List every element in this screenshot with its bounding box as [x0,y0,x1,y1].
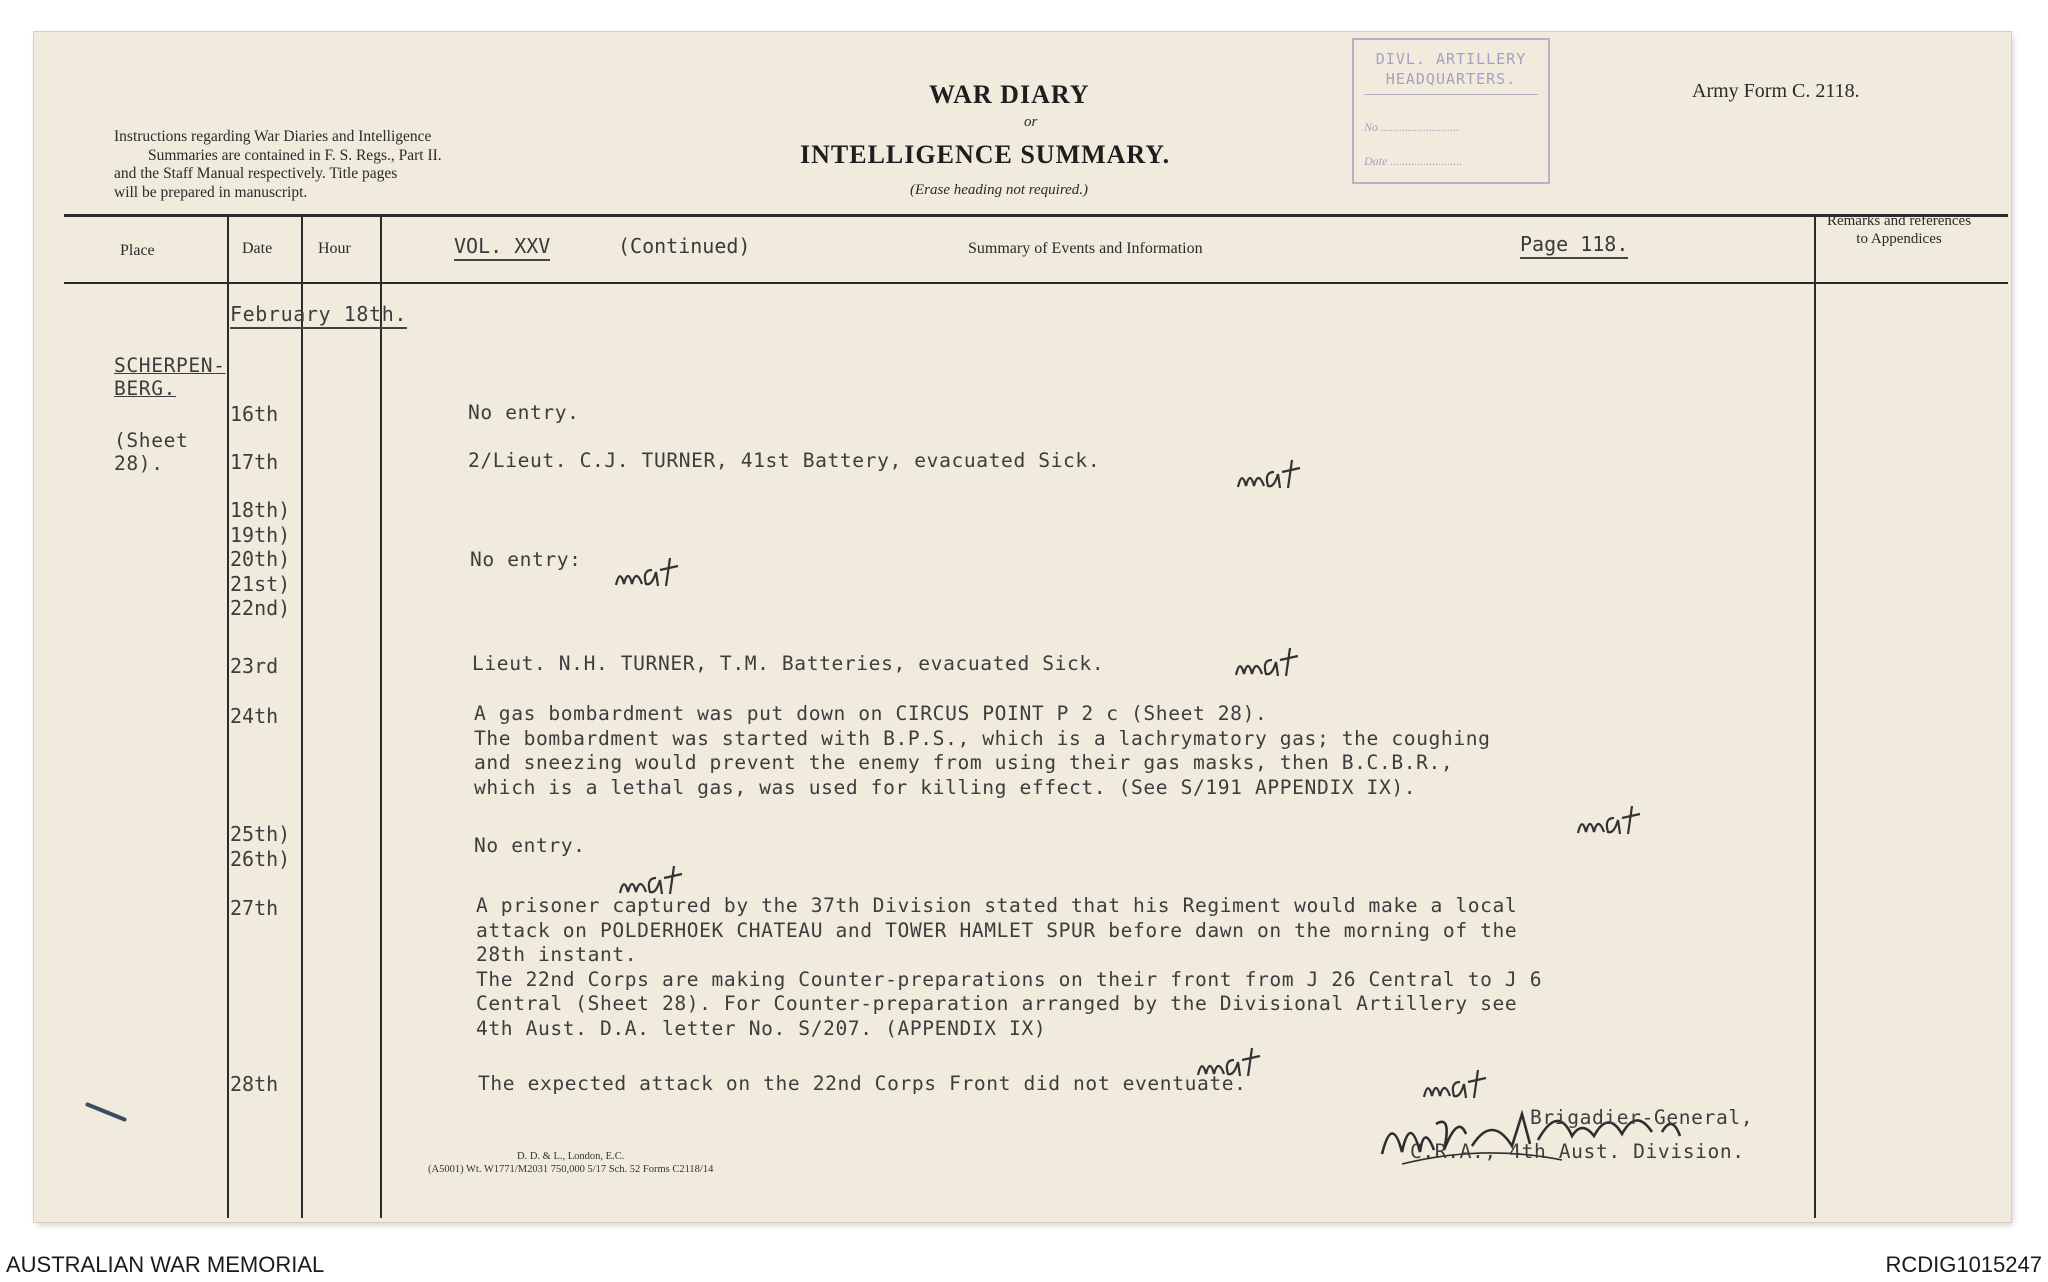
entry-27th-line: 28th instant. [476,943,638,966]
date-18th: 18th) [230,498,291,522]
column-heading-place: Place [120,242,155,259]
stamp-line-2: HEADQUARTERS. [1364,70,1538,95]
entry-18-22-text: No entry: [470,548,582,571]
initials-mark [1234,442,1344,502]
date-28th: 28th [230,1072,279,1096]
volume-continued: (Continued) [618,234,751,258]
printer-imprint [428,1150,713,1176]
date-25th: 25th) [230,822,291,846]
date-16th: 16th [230,402,279,426]
date-range-25-26 [230,822,290,871]
entry-27th-line: attack on POLDERHOEK CHATEAU and TOWER HAMLET SPUR before dawn on the morning of the [476,918,1518,942]
place-name [114,354,226,400]
initials-mark [612,540,722,600]
entry-24th-line: A gas bombardment was put down on CIRCUS POINT P 2 c (Sheet 28). [474,702,1268,725]
place-line-1: SCHERPEN- [114,354,226,377]
archive-credit: AUSTRALIAN WAR MEMORIAL [6,1252,325,1277]
entry-27th-line: 4th Aust. D.A. letter No. S/207. (APPENDIX IX) [476,1016,1047,1040]
col-divider-place-date [227,216,229,1218]
table-top-rule [64,214,2008,217]
date-26th: 26th) [230,846,291,871]
title-or: or [1024,114,1038,130]
entry-28th-text: The expected attack on the 22nd Corps Front did not eventuate. [478,1072,1247,1095]
date-27th: 27th [230,896,279,920]
initials-mark [1194,1030,1304,1090]
entry-27th-line: A prisoner captured by the 37th Division stated that his Regiment would make a local [476,894,1518,917]
column-heading-date: Date [242,240,273,257]
volume-number: VOL. XXV [454,234,550,261]
headquarters-stamp [1352,38,1550,184]
instructions-line: will be prepared in manuscript. [114,183,308,201]
place-line-3: (Sheet [114,429,189,452]
entry-24th-line: and sneezing would prevent the enemy from using their gas masks, then B.C.B.R., [474,751,1454,774]
title-intelligence-summary: INTELLIGENCE SUMMARY. [800,140,1171,169]
date-range-18-22 [230,498,290,621]
initials-mark [616,848,726,908]
entry-16th-text: No entry. [468,401,580,424]
table-header-rule [64,282,2008,284]
stamp-no-text: No [1364,120,1379,134]
initials-mark [1574,788,1684,848]
army-form-number: Army Form C. 2118. [1692,80,1860,102]
printer-line-1: D. D. & L., London, E.C. [517,1151,625,1162]
instructions-line: Instructions regarding War Diaries and Intelligence [114,128,432,145]
column-heading-summary: Summary of Events and Information [968,240,1203,257]
initials-mark [1232,630,1342,690]
war-diary-page [34,32,2011,1222]
column-heading-remarks: Remarks and references to Appendices [1826,213,1972,247]
date-23rd: 23rd [230,654,279,678]
place-line-2: BERG. [114,377,176,400]
entry-27th-text [476,894,1542,1041]
col-divider-summary-remarks [1814,216,1816,1218]
record-id: RCDIG1015247 [1885,1252,2042,1277]
entry-24th-line: which is a lethal gas, was used for killing effect. (See S/191 APPENDIX IX). [474,775,1417,799]
entry-25-26-text: No entry. [474,834,586,857]
stamp-no-label: No .......................... [1364,120,1460,134]
entry-27th-line: Central (Sheet 28). For Counter-preparation arranged by the Divisional Artillery see [476,992,1518,1015]
entry-27th-line: The 22nd Corps are making Counter-preparations on their front from J 26 Central to J 6 [476,967,1543,991]
date-21st: 21st) [230,571,291,596]
date-24th: 24th [230,704,279,728]
stamp-date-label: Date ........................ [1364,154,1463,168]
col-divider-hour-summary [380,216,382,1218]
instructions-block [114,128,442,202]
printer-line-2: (A5001) Wt. W1771/M2031 750,000 5/17 Sch. 52 Forms C2118/14 [428,1164,714,1175]
page-number: Page 118. [1520,232,1628,259]
signatory-rank: Brigadier-General, [1530,1106,1754,1129]
place-sheet [114,429,188,475]
place-line-4: 28). [114,452,164,475]
col-divider-date-hour [301,216,303,1218]
title-note: (Erase heading not required.) [910,182,1089,198]
date-19th: 19th) [230,522,291,547]
ink-mark [85,1102,127,1122]
date-20th: 20th) [230,547,291,571]
date-17th: 17th [230,450,279,474]
entry-17th-text: 2/Lieut. C.J. TURNER, 41st Battery, evacuated Sick. [468,449,1101,472]
date-22nd: 22nd) [230,596,291,620]
stamp-line-1: DIVL. ARTILLERY [1375,50,1527,68]
instructions-line: Summaries are contained in F. S. Regs., Part II. [148,146,442,164]
column-heading-hour: Hour [318,240,351,257]
entry-24th-text [474,702,1491,800]
month-heading: February 18th. [230,302,407,329]
signatory-unit: C.R.A., 4th Aust. Division. [1410,1140,1745,1163]
stamp-date-text: Date [1364,154,1388,168]
entry-24th-line: The bombardment was started with B.P.S., which is a lachrymatory gas; the coughing [474,726,1491,750]
instructions-line: and the Staff Manual respectively. Title pages [114,165,398,182]
entry-23rd-text: Lieut. N.H. TURNER, T.M. Batteries, evacuated Sick. [472,652,1105,675]
handwritten-signature [1362,1074,1692,1184]
title-war-diary: WAR DIARY [929,80,1090,109]
